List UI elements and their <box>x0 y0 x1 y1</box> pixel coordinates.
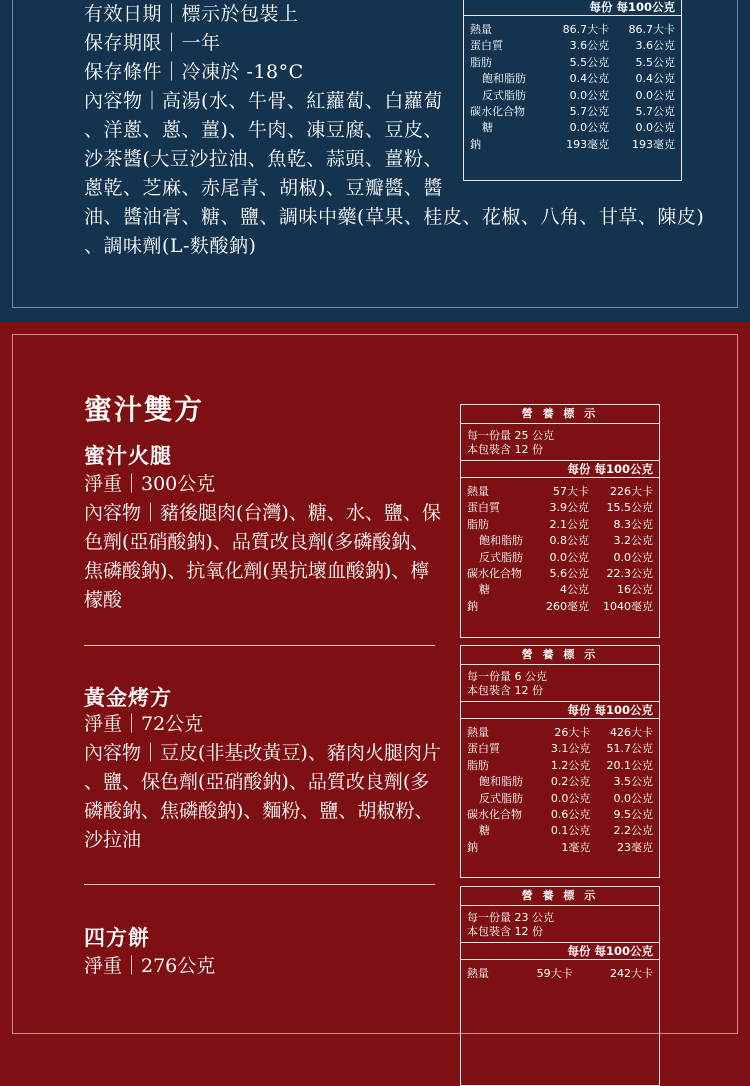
nutrient-name: 脂肪 <box>470 55 492 69</box>
per-100g-value: 5.7公克 <box>635 105 675 119</box>
product-details <box>84 470 444 615</box>
info-line: 油、醬油膏、糖、鹽、調味中藥(草果、桂皮、花椒、八角、甘草、陳皮) <box>84 206 705 228</box>
product-title: 蜜汁火腿 <box>84 443 172 468</box>
nutrient-name: 糖 <box>479 583 490 597</box>
nutrition-row <box>461 725 659 741</box>
top-nutrition-label <box>463 0 682 181</box>
per-100g-value: 22.3公克 <box>606 567 653 581</box>
per-100g-value: 226大卡 <box>610 485 653 498</box>
nutrient-name: 糖 <box>479 824 490 838</box>
per-100g-value: 0.4公克 <box>635 72 675 86</box>
nutrition-row <box>464 38 681 54</box>
product-details <box>84 952 444 981</box>
nutrient-name: 熱量 <box>470 23 492 36</box>
info-line: 保存條件｜冷凍於 -18°C <box>84 61 304 83</box>
per-100g-value: 8.3公克 <box>613 517 653 531</box>
serving-size: 每一份量 25 公克 <box>467 429 554 442</box>
per-100g-value: 20.1公克 <box>606 758 653 772</box>
nutrition-row <box>461 599 659 615</box>
nutrient-name: 熱量 <box>467 485 489 498</box>
nutrition-row <box>464 55 681 71</box>
info-line: 保存期限｜一年 <box>84 32 221 54</box>
per-serving-value: 0.6公克 <box>550 808 591 822</box>
info-line: 內容物｜高湯(水、牛骨、紅蘿蔔、白蘿蔔 <box>84 90 443 112</box>
per-serving-value: 0.2公克 <box>550 775 591 789</box>
per-100g-value: 86.7大卡 <box>628 23 675 36</box>
per-100g-value: 0.0公克 <box>613 791 653 805</box>
per-serving-value: 0.0公克 <box>569 88 610 102</box>
per-serving-value: 0.4公克 <box>569 72 610 86</box>
nutrition-header: 營 養 標 示 <box>461 887 659 906</box>
ingredient-line: 沙拉油 <box>84 829 142 851</box>
product-details <box>84 710 444 855</box>
nutrient-name: 熱量 <box>467 967 489 980</box>
nutrition-row <box>461 966 659 982</box>
info-line: 、調味劑(L-麩酸鈉) <box>84 235 257 257</box>
nutrition-row <box>464 22 681 38</box>
nutrition-row <box>461 758 659 774</box>
ingredient-line: 、鹽、保色劑(亞硝酸鈉)、品質改良劑(多 <box>84 771 430 793</box>
per-serving-value: 193毫克 <box>566 137 610 151</box>
nutrition-column-header: 每份 每100公克 <box>461 461 659 478</box>
per-serving-value: 1.2公克 <box>550 758 591 772</box>
per-serving-value: 59大卡 <box>536 967 573 980</box>
per-serving-value: 26大卡 <box>554 726 591 739</box>
per-serving-value: 57大卡 <box>552 485 589 498</box>
nutrient-name: 脂肪 <box>467 758 489 772</box>
per-serving-value: 5.6公克 <box>549 567 589 581</box>
per-serving-value: 1毫克 <box>561 840 591 854</box>
nutrient-name: 碳水化合物 <box>467 567 522 581</box>
nutrition-row <box>461 741 659 757</box>
per-serving-value: 0.0公克 <box>569 121 610 135</box>
nutrient-name: 鈉 <box>470 137 481 151</box>
info-line: 沙茶醬(大豆沙拉油、魚乾、蒜頭、薑粉、 <box>84 148 443 170</box>
nutrition-row <box>464 120 681 136</box>
nutrition-row <box>461 791 659 807</box>
nutrition-row <box>461 774 659 790</box>
nutrient-name: 反式脂肪 <box>479 791 523 805</box>
per-100g-value: 426大卡 <box>610 726 653 739</box>
nutrition-table <box>464 22 681 153</box>
nutrient-name: 糖 <box>482 121 493 135</box>
nutrient-name: 鈉 <box>467 599 478 613</box>
servings-per-pack: 本包裝含 12 份 <box>467 684 543 697</box>
nutrient-name: 飽和脂肪 <box>479 534 523 548</box>
per-serving-value: 0.8公克 <box>549 534 589 548</box>
per-100g-value: 3.6公克 <box>635 39 675 53</box>
nutrition-row <box>461 823 659 839</box>
servings-per-pack: 本包裝含 12 份 <box>467 925 543 938</box>
nutrition-row <box>461 484 659 500</box>
nutrition-serving <box>461 906 659 943</box>
info-line: 有效日期｜標示於包裝上 <box>84 3 299 25</box>
nutrition-column-header: 每份 每100公克 <box>461 702 659 719</box>
nutrition-row <box>461 840 659 856</box>
per-100g-value: 5.5公克 <box>635 55 675 69</box>
per-100g-value: 3.5公克 <box>613 775 653 789</box>
product-weight: 淨重｜72公克 <box>84 713 204 735</box>
serving-size: 每一份量 23 公克 <box>467 911 554 924</box>
per-100g-value: 3.2公克 <box>613 534 653 548</box>
per-100g-value: 1040毫克 <box>603 599 653 613</box>
nutrition-table <box>461 966 659 982</box>
nutrient-name: 蛋白質 <box>467 501 500 515</box>
ingredient-line: 內容物｜豬後腿肉(台灣)、糖、水、鹽、保 <box>84 502 441 524</box>
nutrient-name: 蛋白質 <box>467 742 500 756</box>
nutrition-serving <box>461 665 659 702</box>
per-100g-value: 0.0公克 <box>613 550 653 564</box>
per-serving-value: 5.7公克 <box>569 105 610 119</box>
nutrition-table <box>461 484 659 615</box>
nutrition-row <box>461 500 659 516</box>
per-serving-value: 0.0公克 <box>550 791 591 805</box>
per-serving-value: 4公克 <box>559 583 589 597</box>
divider <box>84 645 435 646</box>
product-title: 黃金烤方 <box>84 685 172 710</box>
per-serving-value: 3.1公克 <box>550 742 591 756</box>
nutrition-label <box>460 404 660 638</box>
per-100g-value: 0.0公克 <box>635 88 675 102</box>
nutrition-header: 營 養 標 示 <box>461 405 659 424</box>
ingredient-line: 色劑(亞硝酸鈉)、品質改良劑(多磷酸鈉、 <box>84 531 430 553</box>
nutrient-name: 蛋白質 <box>470 39 503 53</box>
product-weight: 淨重｜276公克 <box>84 955 216 977</box>
nutrient-name: 脂肪 <box>467 517 489 531</box>
per-100g-value: 15.5公克 <box>606 501 653 515</box>
product-weight: 淨重｜300公克 <box>84 473 216 495</box>
per-serving-value: 0.1公克 <box>550 824 591 838</box>
nutrition-row <box>464 104 681 120</box>
nutrient-name: 反式脂肪 <box>479 550 523 564</box>
per-serving-value: 3.6公克 <box>569 39 610 53</box>
nutrition-row <box>461 566 659 582</box>
nutrition-row <box>461 533 659 549</box>
nutrition-row <box>461 550 659 566</box>
per-100g-value: 2.2公克 <box>613 824 653 838</box>
section-title: 蜜汁雙方 <box>84 393 205 426</box>
nutrition-row <box>461 517 659 533</box>
nutrient-name: 鈉 <box>467 840 478 854</box>
nutrient-name: 飽和脂肪 <box>479 775 523 789</box>
per-100g-value: 51.7公克 <box>606 742 653 756</box>
nutrition-row <box>464 137 681 153</box>
servings-per-pack: 本包裝含 12 份 <box>467 443 543 456</box>
per-100g-value: 16公克 <box>617 583 653 597</box>
nutrition-column-header: 每份 每100公克 <box>461 943 659 960</box>
per-100g-value: 0.0公克 <box>635 121 675 135</box>
per-serving-value: 260毫克 <box>545 599 589 613</box>
nutrient-name: 碳水化合物 <box>470 105 525 119</box>
bottom-section <box>0 322 750 985</box>
nutrient-name: 熱量 <box>467 726 489 739</box>
per-serving-value: 0.0公克 <box>549 550 589 564</box>
per-serving-value: 5.5公克 <box>569 55 610 69</box>
top-section <box>0 0 750 322</box>
nutrient-name: 反式脂肪 <box>482 88 526 102</box>
ingredient-line: 內容物｜豆皮(非基改黃豆)、豬肉火腿肉片 <box>84 742 441 764</box>
info-line: 、洋蔥、蔥、薑)、牛肉、凍豆腐、豆皮、 <box>84 119 443 141</box>
nutrition-row <box>461 582 659 598</box>
divider <box>84 884 435 885</box>
ingredient-line: 磷酸鈉、焦磷酸鈉)、麵粉、鹽、胡椒粉、 <box>84 800 434 822</box>
ingredient-line: 焦磷酸鈉)、抗氧化劑(異抗壞血酸鈉)、檸 <box>84 560 430 582</box>
nutrition-table <box>461 725 659 856</box>
info-line: 蔥乾、芝麻、赤尾青、胡椒)、豆瓣醬、醬 <box>84 177 443 199</box>
per-serving-value: 3.9公克 <box>549 501 589 515</box>
per-serving-value: 2.1公克 <box>549 517 589 531</box>
nutrition-serving <box>461 424 659 461</box>
nutrient-name: 飽和脂肪 <box>482 72 526 86</box>
nutrition-header: 營 養 標 示 <box>461 646 659 665</box>
per-serving-value: 86.7大卡 <box>562 23 610 36</box>
nutrition-label <box>460 645 660 878</box>
nutrition-row <box>461 807 659 823</box>
per-100g-value: 23毫克 <box>617 840 653 854</box>
serving-size: 每一份量 6 公克 <box>467 670 547 683</box>
nutrition-row <box>464 71 681 87</box>
ingredient-line: 檬酸 <box>84 589 123 611</box>
product-title: 四方餅 <box>84 925 150 950</box>
nutrition-row <box>464 88 681 104</box>
per-100g-value: 9.5公克 <box>613 808 653 822</box>
per-100g-value: 242大卡 <box>610 967 653 980</box>
nutrient-name: 碳水化合物 <box>467 808 522 822</box>
nutrition-column-header: 每份 每100公克 <box>464 0 681 16</box>
per-100g-value: 193毫克 <box>632 137 675 151</box>
nutrition-label <box>460 886 660 1086</box>
